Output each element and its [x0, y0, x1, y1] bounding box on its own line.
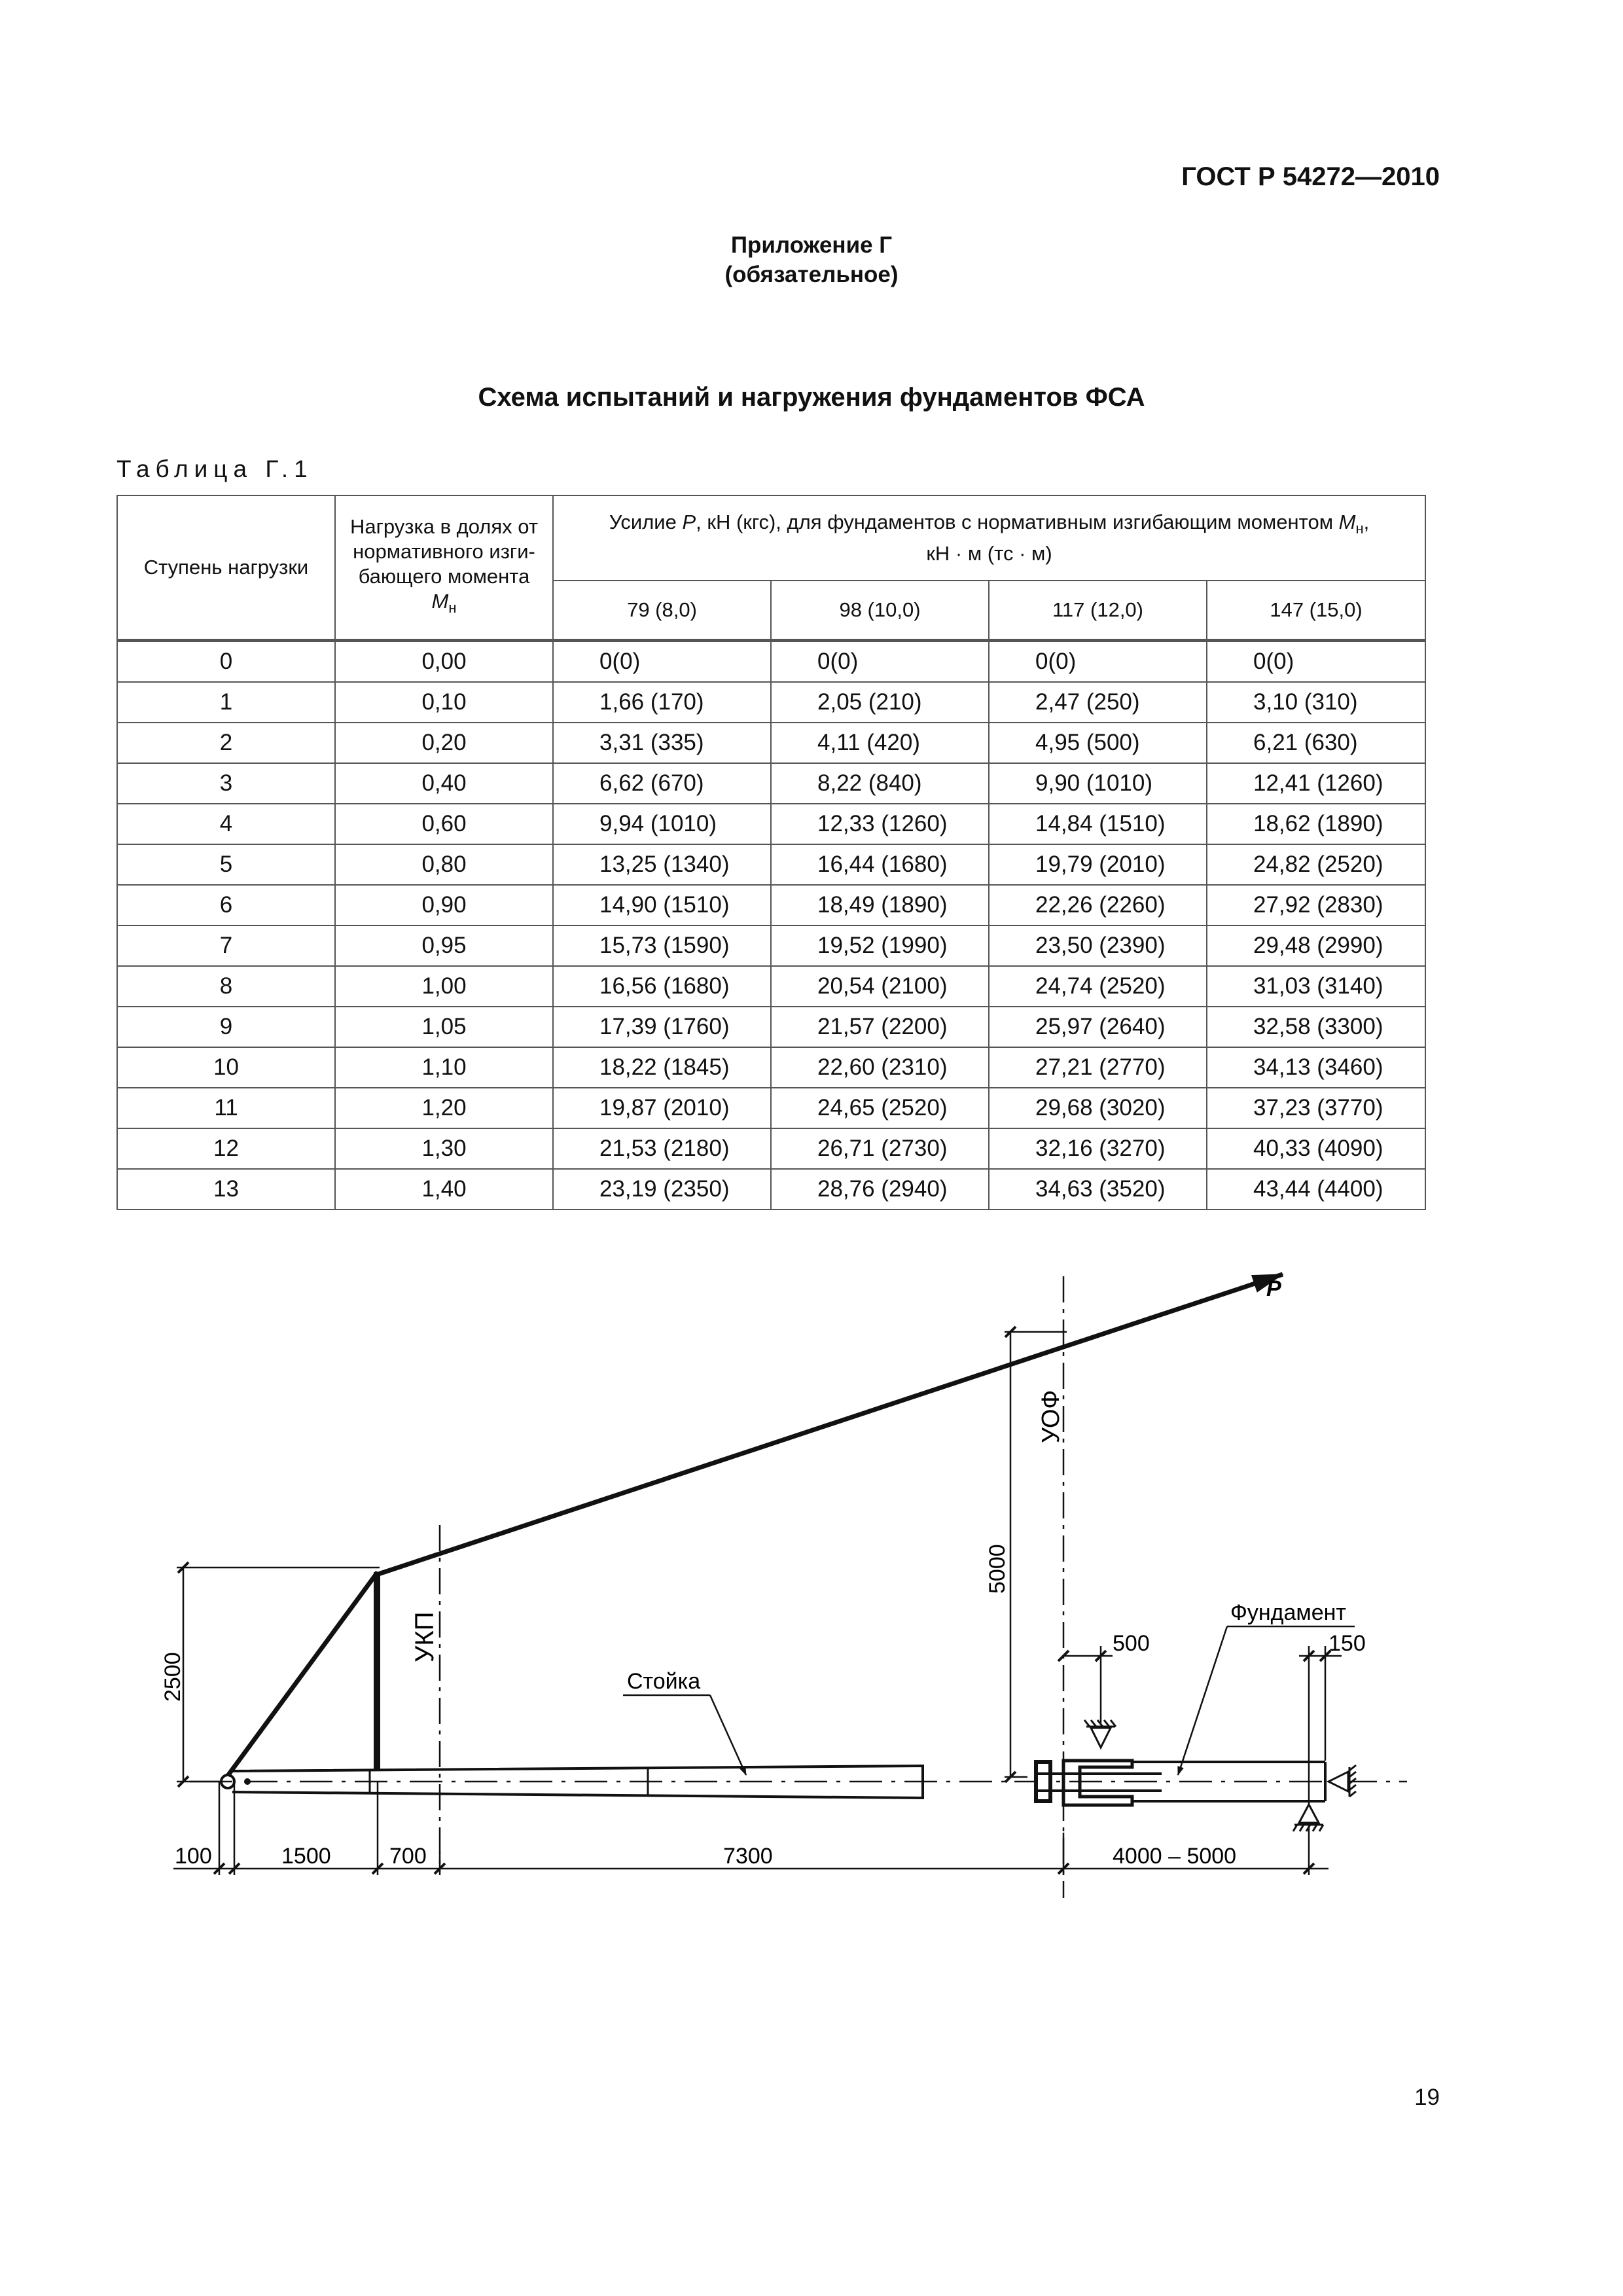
cell-step: 2: [117, 723, 335, 763]
appendix-title: Приложение Г: [730, 232, 893, 258]
header-force-units: кН · м (тс · м): [926, 542, 1052, 565]
cell-force: 31,03 (3140): [1207, 966, 1425, 1007]
header-load-fraction: [335, 495, 553, 641]
cell-step: 7: [117, 925, 335, 966]
dim-700-label: 700: [389, 1844, 427, 1869]
table-row: [117, 925, 1425, 966]
cell-force: 18,62 (1890): [1207, 804, 1425, 844]
cell-force: 9,94 (1010): [553, 804, 771, 844]
cell-fraction: 1,30: [335, 1128, 553, 1169]
cell-step: 8: [117, 966, 335, 1007]
header-load-step: Ступень нагрузки: [117, 495, 335, 641]
loading-scheme-diagram: [0, 1244, 1623, 1931]
cell-step: 0: [117, 641, 335, 683]
cell-force: 13,25 (1340): [553, 844, 771, 885]
table-row: [117, 844, 1425, 885]
table-row: [117, 885, 1425, 925]
cell-force: 32,16 (3270): [989, 1128, 1207, 1169]
cell-step: 10: [117, 1047, 335, 1088]
document-title: Схема испытаний и нагружения фундаментов ФСА: [478, 383, 1145, 412]
header-moment-col-2: 98 (10,0): [771, 581, 989, 641]
cell-force: 16,44 (1680): [771, 844, 989, 885]
cell-force: 28,76 (2940): [771, 1169, 989, 1210]
cell-force: 37,23 (3770): [1207, 1088, 1425, 1128]
cell-force: 0(0): [1207, 641, 1425, 683]
cell-step: 11: [117, 1088, 335, 1128]
cell-fraction: 1,20: [335, 1088, 553, 1128]
cell-force: 32,58 (3300): [1207, 1007, 1425, 1047]
dim-range-label: 4000 – 5000: [1113, 1844, 1237, 1869]
cell-force: 2,47 (250): [989, 682, 1207, 723]
cell-force: 21,57 (2200): [771, 1007, 989, 1047]
cell-force: 23,19 (2350): [553, 1169, 771, 1210]
table-row: [117, 1007, 1425, 1047]
cell-fraction: 0,95: [335, 925, 553, 966]
table-row: [117, 966, 1425, 1007]
dim-100-label: 100: [175, 1844, 212, 1869]
cell-force: 18,22 (1845): [553, 1047, 771, 1088]
cell-force: 22,60 (2310): [771, 1047, 989, 1088]
foundation-supports: [1084, 1720, 1356, 1831]
cell-force: 1,66 (170): [553, 682, 771, 723]
dim-2500-label: 2500: [160, 1652, 185, 1702]
cell-force: 14,84 (1510): [989, 804, 1207, 844]
cell-force: 4,11 (420): [771, 723, 989, 763]
cell-force: 8,22 (840): [771, 763, 989, 804]
cell-force: 2,05 (210): [771, 682, 989, 723]
cell-fraction: 0,80: [335, 844, 553, 885]
header-moment-col-3: 117 (12,0): [989, 581, 1207, 641]
cell-fraction: 0,00: [335, 641, 553, 683]
ukp-support: [228, 1525, 440, 1872]
table-caption: Таблица Г.1: [116, 456, 313, 482]
cell-step: 6: [117, 885, 335, 925]
leader-lines: [623, 1626, 1355, 1775]
cell-force: 43,44 (4400): [1207, 1169, 1425, 1210]
table-row: [117, 1128, 1425, 1169]
cell-force: 24,65 (2520): [771, 1088, 989, 1128]
header-load-fraction-text: Нагрузка в долях от нормативного изги-бающего момента: [349, 514, 539, 588]
cell-fraction: 1,00: [335, 966, 553, 1007]
cell-force: 21,53 (2180): [553, 1128, 771, 1169]
cell-step: 12: [117, 1128, 335, 1169]
uof-label: УОФ: [1037, 1390, 1065, 1443]
cell-force: 12,33 (1260): [771, 804, 989, 844]
cell-force: 29,68 (3020): [989, 1088, 1207, 1128]
ukp-label: УКП: [410, 1611, 439, 1662]
cell-fraction: 0,20: [335, 723, 553, 763]
cell-force: 3,31 (335): [553, 723, 771, 763]
header-moment-col-4: 147 (15,0): [1207, 581, 1425, 641]
cell-force: 19,87 (2010): [553, 1088, 771, 1128]
cell-force: 0(0): [553, 641, 771, 683]
header-moment-col-1: 79 (8,0): [553, 581, 771, 641]
cell-force: 27,21 (2770): [989, 1047, 1207, 1088]
header-force-text-c: ,: [1363, 510, 1370, 533]
cell-force: 6,21 (630): [1207, 723, 1425, 763]
header-force-group: [553, 495, 1425, 581]
moment-symbol: М: [431, 589, 449, 613]
cell-force: 34,63 (3520): [989, 1169, 1207, 1210]
cell-force: 19,52 (1990): [771, 925, 989, 966]
cell-force: 6,62 (670): [553, 763, 771, 804]
cell-force: 0(0): [771, 641, 989, 683]
cell-force: 24,74 (2520): [989, 966, 1207, 1007]
header-force-text-b: , кН (кгс), для фундаментов с нормативным изгибающим моментом: [696, 510, 1339, 533]
cell-force: 34,13 (3460): [1207, 1047, 1425, 1088]
dim-5000-label: 5000: [985, 1544, 1010, 1594]
cell-force: 40,33 (4090): [1207, 1128, 1425, 1169]
cell-step: 9: [117, 1007, 335, 1047]
cell-force: 18,49 (1890): [771, 885, 989, 925]
load-table: [116, 495, 1426, 1210]
force-p-label: P: [1266, 1276, 1281, 1301]
cell-force: 22,26 (2260): [989, 885, 1207, 925]
cell-fraction: 0,90: [335, 885, 553, 925]
table-row: [117, 1047, 1425, 1088]
cell-fraction: 0,40: [335, 763, 553, 804]
stoika-label: Стойка: [627, 1669, 701, 1694]
load-table-header: [117, 495, 1425, 641]
cell-force: 12,41 (1260): [1207, 763, 1425, 804]
moment-subscript: н: [448, 600, 457, 617]
dim-1500-label: 1500: [281, 1844, 331, 1869]
table-row: [117, 682, 1425, 723]
fundament-label: Фундамент: [1230, 1600, 1347, 1625]
cell-force: 4,95 (500): [989, 723, 1207, 763]
cell-fraction: 1,05: [335, 1007, 553, 1047]
cell-force: 27,92 (2830): [1207, 885, 1425, 925]
post-end-point: [244, 1778, 251, 1785]
cell-force: 17,39 (1760): [553, 1007, 771, 1047]
cell-step: 4: [117, 804, 335, 844]
force-symbol: Р: [682, 510, 696, 533]
load-table-body: [117, 641, 1425, 1210]
cell-force: 24,82 (2520): [1207, 844, 1425, 885]
table-row: [117, 1169, 1425, 1210]
cell-step: 5: [117, 844, 335, 885]
cell-force: 25,97 (2640): [989, 1007, 1207, 1047]
table-row: [117, 763, 1425, 804]
cell-fraction: 0,60: [335, 804, 553, 844]
moment-symbol-2: М: [1338, 510, 1356, 533]
cell-fraction: 0,10: [335, 682, 553, 723]
cell-force: 3,10 (310): [1207, 682, 1425, 723]
dim-7300-label: 7300: [723, 1844, 773, 1869]
cell-force: 26,71 (2730): [771, 1128, 989, 1169]
cell-force: 29,48 (2990): [1207, 925, 1425, 966]
table-row: [117, 723, 1425, 763]
cell-force: 15,73 (1590): [553, 925, 771, 966]
cell-step: 3: [117, 763, 335, 804]
cell-force: 14,90 (1510): [553, 885, 771, 925]
dim-500-label: 500: [1113, 1631, 1150, 1656]
table-row: [117, 641, 1425, 683]
cell-fraction: 1,10: [335, 1047, 553, 1088]
cell-step: 13: [117, 1169, 335, 1210]
cell-force: 19,79 (2010): [989, 844, 1207, 885]
cell-force: 9,90 (1010): [989, 763, 1207, 804]
table-row: [117, 1088, 1425, 1128]
cell-force: 0(0): [989, 641, 1207, 683]
standard-number: ГОСТ Р 54272—2010: [1181, 162, 1440, 191]
appendix-status: (обязательное): [724, 262, 899, 287]
force-p-line: [378, 1274, 1283, 1574]
header-force-text-a: Усилие: [609, 510, 683, 533]
page-number: 19: [1414, 2085, 1440, 2110]
moment-subscript-2: н: [1355, 520, 1364, 537]
cell-fraction: 1,40: [335, 1169, 553, 1210]
table-row: [117, 804, 1425, 844]
cell-step: 1: [117, 682, 335, 723]
cell-force: 16,56 (1680): [553, 966, 771, 1007]
cell-force: 20,54 (2100): [771, 966, 989, 1007]
dim-150-label: 150: [1329, 1631, 1366, 1656]
cell-force: 23,50 (2390): [989, 925, 1207, 966]
